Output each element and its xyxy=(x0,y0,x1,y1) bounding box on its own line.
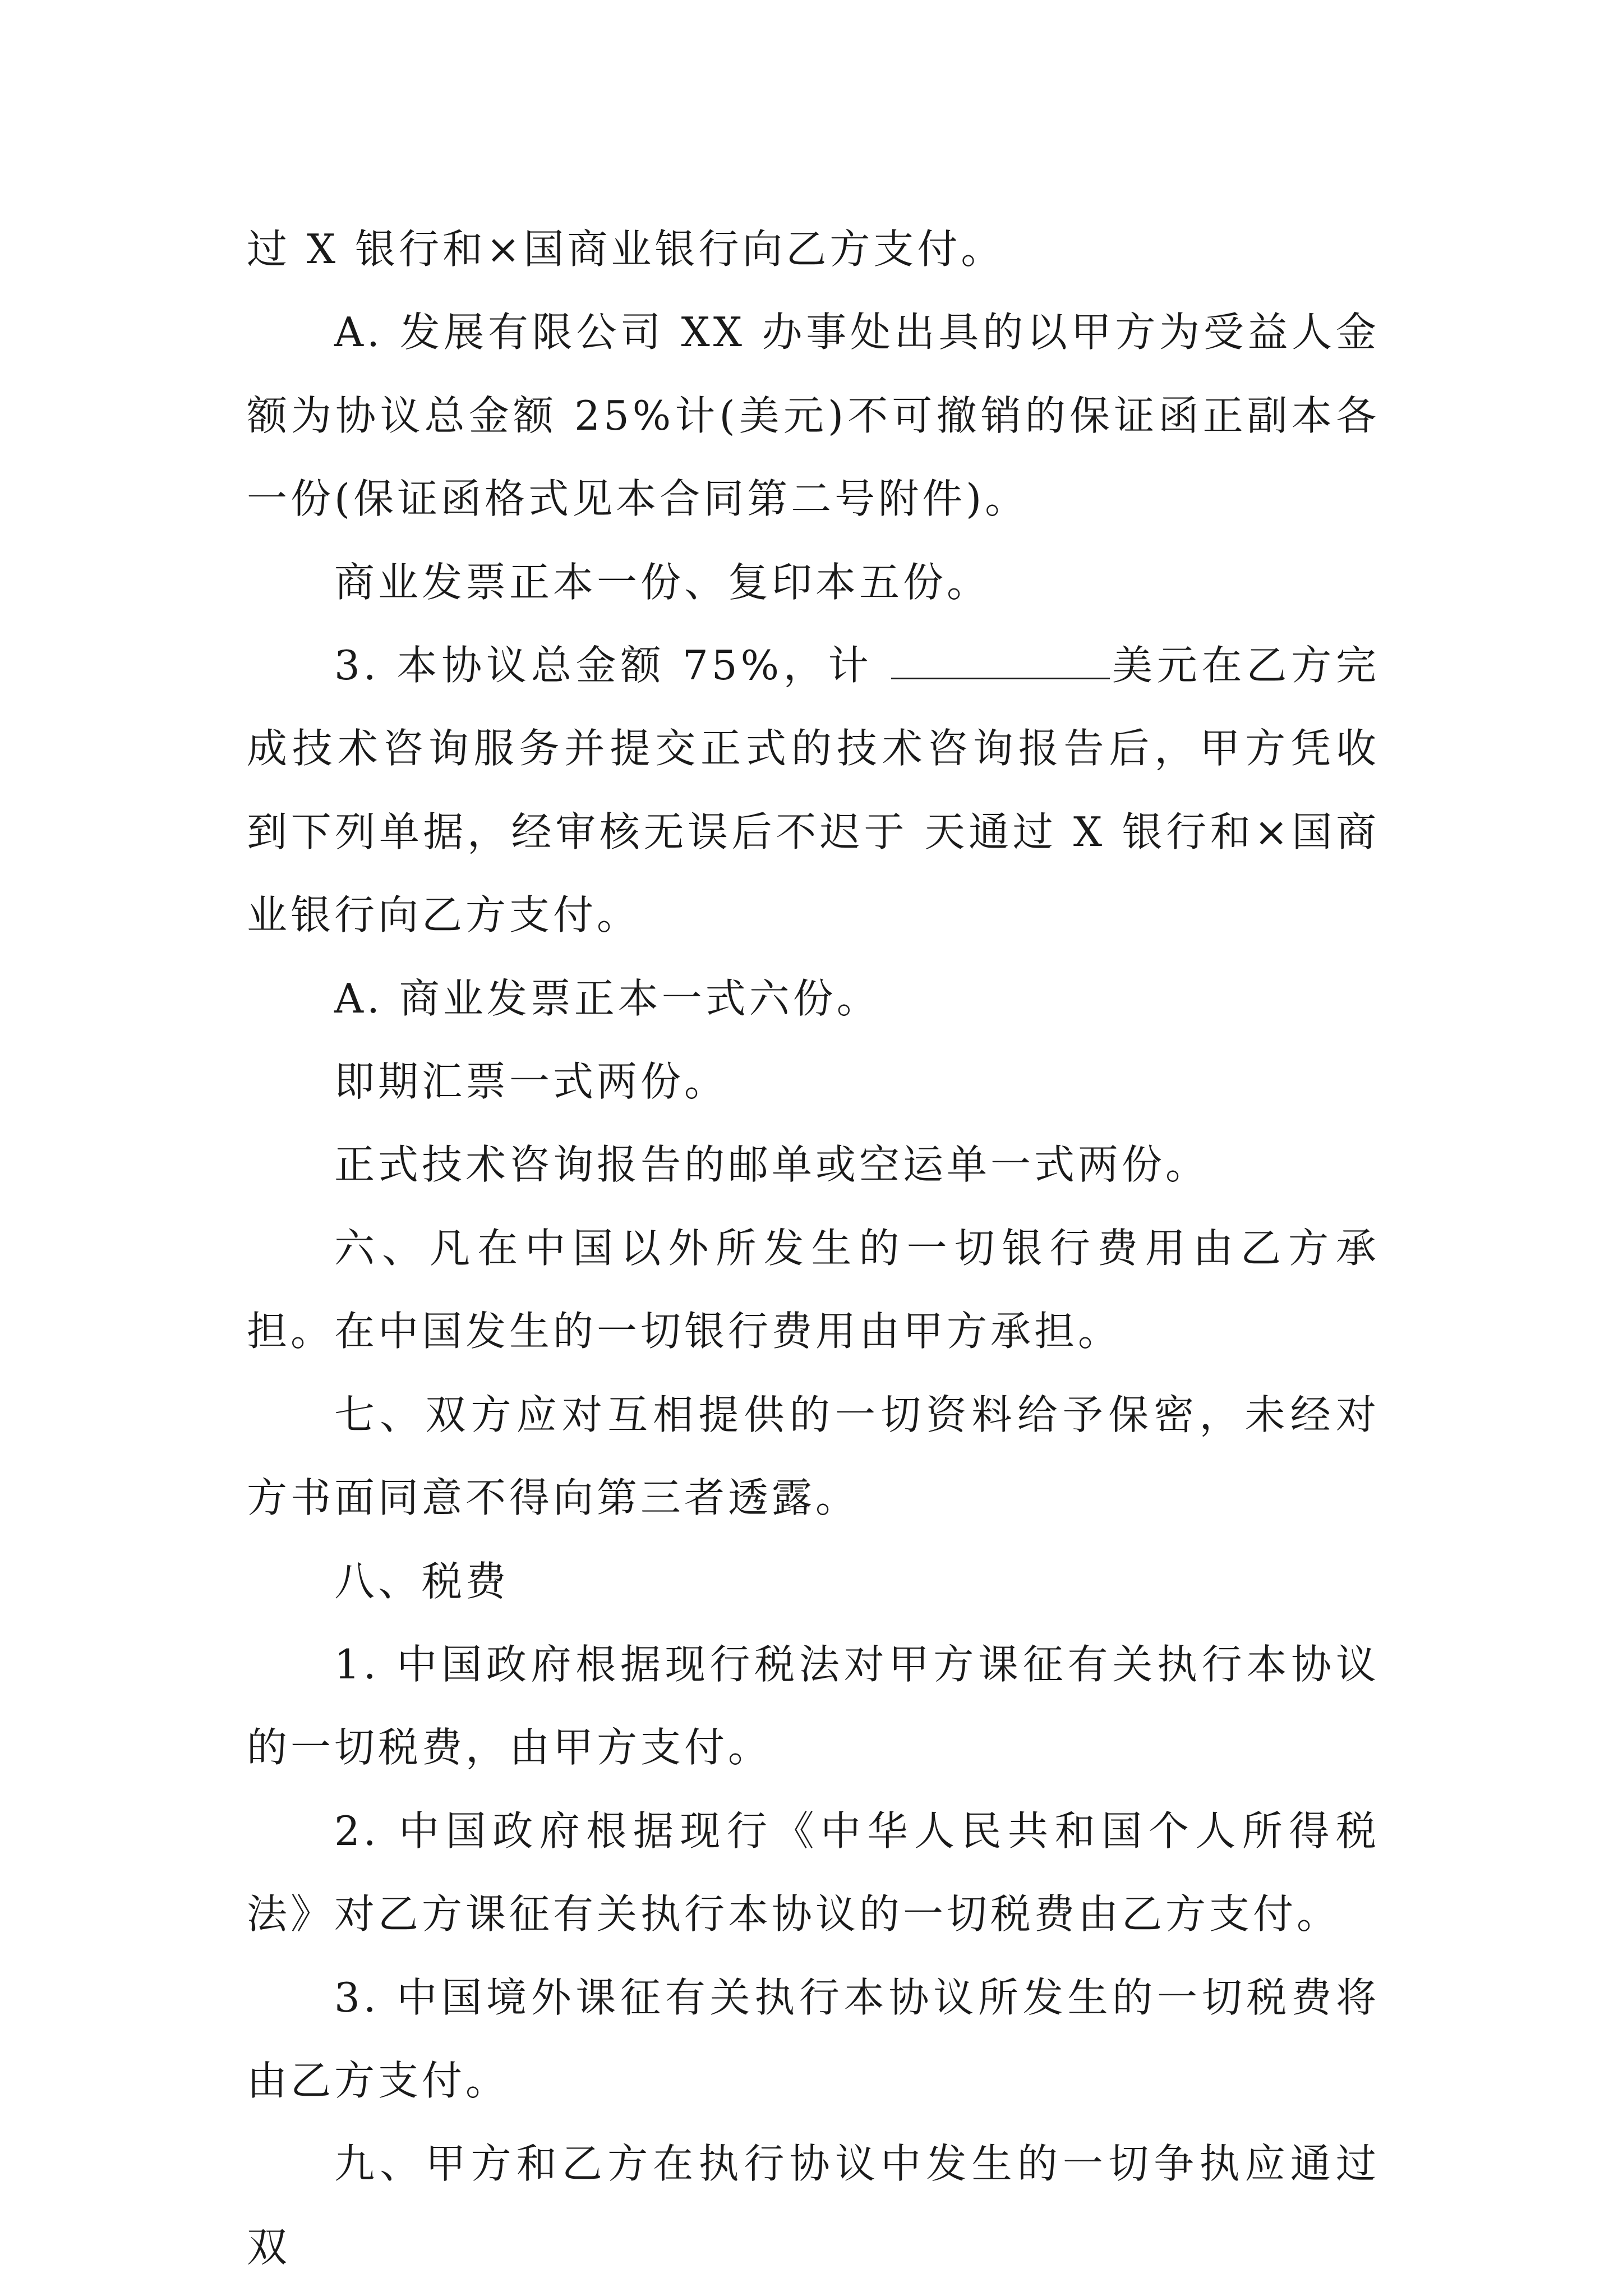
paragraph-invoice-copies: A. 商业发票正本一式六份。 xyxy=(334,974,880,1022)
paragraph-commercial-invoice: 商业发票正本一份、复印本五份。 xyxy=(334,558,991,606)
amount-blank xyxy=(891,642,1110,679)
document-body xyxy=(247,208,1380,2289)
paragraph-tax-3: 3. 中国境外课征有关执行本协议所发生的一切税费将由乙方支付。 xyxy=(247,1973,1380,2104)
paragraph-section-6-bank-fees: 六、凡在中国以外所发生的一切银行费用由乙方承担。在中国发生的一切银行费用由甲方承担。 xyxy=(247,1224,1380,1355)
clause-3-text-before: 3. 本协议总金额 75%，计 xyxy=(334,642,891,689)
paragraph-tax-2: 2. 中国政府根据现行《中华人民共和国个人所得税法》对乙方课征有关执行本协议的一切税费由乙方支付。 xyxy=(247,1807,1380,1938)
paragraph-sight-draft: 即期汇票一式两份。 xyxy=(334,1058,728,1106)
paragraph-section-7-confidentiality: 七、双方应对互相提供的一切资料给予保密，未经对方书面同意不得向第三者透露。 xyxy=(247,1391,1380,1522)
paragraph-tax-1: 1. 中国政府根据现行税法对甲方课征有关执行本协议的一切税费，由甲方支付。 xyxy=(247,1640,1380,1772)
heading-section-8-taxes: 八、税费 xyxy=(334,1557,510,1605)
paragraph-report-waybill: 正式技术咨询报告的邮单或空运单一式两份。 xyxy=(334,1141,1210,1189)
paragraph-guarantee-letter: A. 发展有限公司 XX 办事处出具的以甲方为受益人金额为协议总金额 25%计(美元)不可撤销的保证函正副本各一份(保证函格式见本合同第二号附件)。 xyxy=(247,309,1380,523)
paragraph-payment-continued: 过 X 银行和×国商业银行向乙方支付。 xyxy=(247,226,1005,273)
paragraph-section-9-disputes: 九、甲方和乙方在执行协议中发生的一切争执应通过双 xyxy=(247,2140,1380,2271)
paragraph-clause-3 xyxy=(247,624,1380,957)
clause-3-text-after: 美元在乙方完成技术咨询服务并提交正式的技术咨询报告后，甲方凭收到下列单据，经审核无误后不迟于 天通过 X 银行和×国商业银行向乙方支付。 xyxy=(247,642,1380,939)
